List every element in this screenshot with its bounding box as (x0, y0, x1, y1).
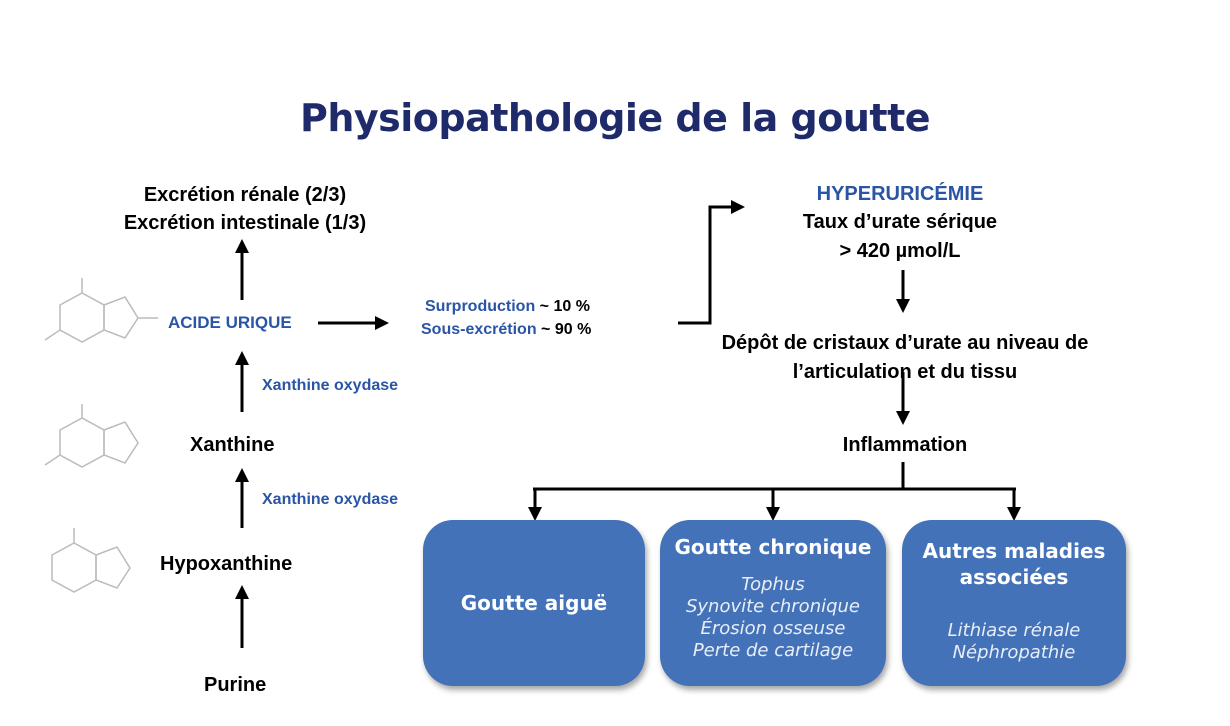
acide-urique-label: ACIDE URIQUE (168, 313, 292, 332)
threshold-label: > 420 µmol/L (839, 240, 961, 262)
sousexcretion-value: ~ 90 % (536, 321, 592, 338)
goutte-chronique-box (660, 520, 886, 686)
hyperuricemie-label: HYPERURICÉMIE (816, 183, 984, 205)
sousexcretion-line (421, 321, 591, 339)
inflammation-label: Inflammation (842, 434, 968, 456)
uric-acid-structure-icon (45, 278, 158, 342)
chronique-item-2: Synovite chronique (685, 596, 861, 617)
enzyme-label-1: Xanthine oxydase (262, 377, 399, 394)
xanthine-label: Xanthine (190, 434, 275, 456)
hypoxanthine-structure-icon (52, 528, 130, 592)
autres-item-1: Lithiase rénale (947, 620, 1081, 641)
arrow-elbow-hyperuricemie (678, 207, 738, 323)
goutte-chronique-title: Goutte chronique (674, 535, 872, 559)
autres-item-2: Néphropathie (952, 642, 1076, 663)
surproduction-value: ~ 10 % (535, 298, 590, 315)
hypoxanthine-label: Hypoxanthine (160, 553, 293, 575)
xanthine-structure-icon (45, 404, 138, 467)
excretion-renal-label: Excrétion rénale (2/3) (143, 184, 347, 206)
sousexcretion-label: Sous-excrétion (421, 321, 537, 338)
enzyme-label-2: Xanthine oxydase (262, 491, 399, 508)
depot-label-2: l’articulation et du tissu (792, 361, 1018, 383)
chronique-item-1: Tophus (741, 574, 805, 595)
goutte-aigue-title: Goutte aiguë (460, 591, 608, 615)
autres-maladies-box (902, 520, 1126, 686)
surproduction-line (425, 298, 590, 316)
autres-title-2: associées (959, 565, 1069, 589)
depot-label-1: Dépôt de cristaux d’urate au niveau de (721, 332, 1089, 354)
page-title: Physiopathologie de la goutte (299, 96, 930, 140)
excretion-intestinal-label: Excrétion intestinale (1/3) (123, 212, 367, 234)
taux-label: Taux d’urate sérique (802, 211, 998, 233)
chronique-item-4: Perte de cartilage (692, 640, 854, 661)
chronique-item-3: Érosion osseuse (700, 618, 846, 639)
goutte-aigue-box (423, 520, 645, 686)
surproduction-label: Surproduction (425, 298, 536, 315)
purine-label: Purine (204, 674, 267, 696)
autres-title-1: Autres maladies (922, 539, 1106, 563)
